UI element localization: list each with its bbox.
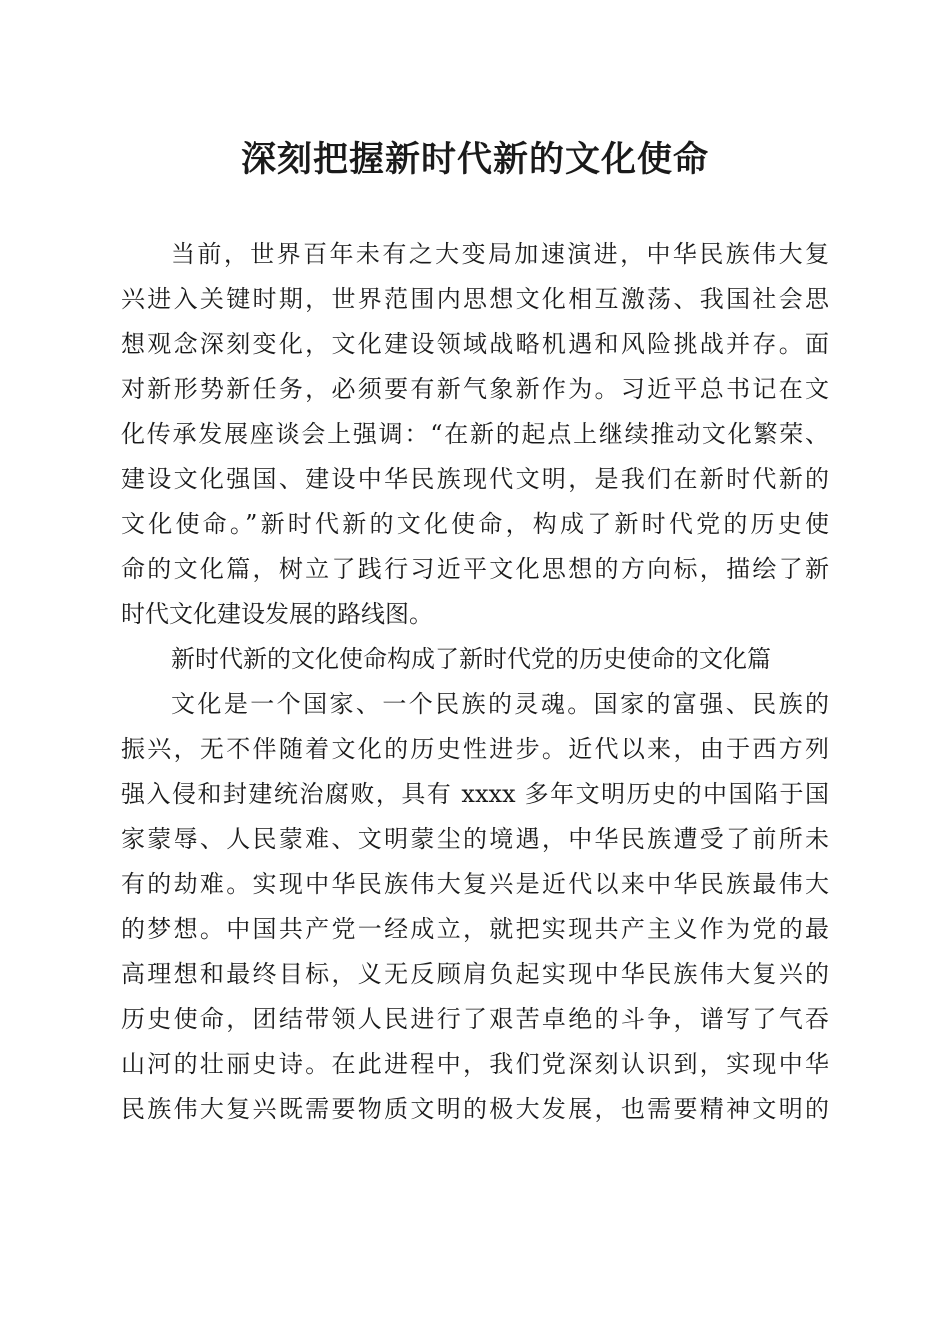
paragraph-line: 文化使命。”新时代新的文化使命，构成了新时代党的历史使	[121, 510, 829, 538]
paragraph-line: 兴进入关键时期，世界范围内思想文化相互激荡、我国社会思	[121, 285, 829, 313]
paragraph-line: 有的劫难。实现中华民族伟大复兴是近代以来中华民族最伟大	[121, 870, 829, 898]
paragraph-line: 高理想和最终目标，义无反顾肩负起实现中华民族伟大复兴的	[121, 960, 829, 988]
paragraph-line: 家蒙辱、人民蒙难、文明蒙尘的境遇，中华民族遭受了前所未	[121, 825, 829, 853]
paragraph-line: 命的文化篇，树立了践行习近平文化思想的方向标，描绘了新	[121, 555, 829, 583]
paragraph-line: 山河的壮丽史诗。在此进程中，我们党深刻认识到，实现中华	[121, 1050, 829, 1078]
paragraph-line: 强入侵和封建统治腐败，具有 xxxx 多年文明历史的中国陷于国	[121, 780, 829, 808]
paragraph-line: 历史使命，团结带领人民进行了艰苦卓绝的斗争，谱写了气吞	[121, 1005, 829, 1033]
paragraph-line: 化传承发展座谈会上强调：“在新的起点上继续推动文化繁荣、	[121, 420, 829, 448]
paragraph-line: 时代文化建设发展的路线图。	[121, 600, 433, 628]
paragraph-line: 当前，世界百年未有之大变局加速演进，中华民族伟大复	[171, 240, 829, 268]
paragraph-line: 振兴，无不伴随着文化的历史性进步。近代以来，由于西方列	[121, 735, 829, 763]
section-heading: 新时代新的文化使命构成了新时代党的历史使命的文化篇	[171, 645, 771, 673]
paragraph-line: 文化是一个国家、一个民族的灵魂。国家的富强、民族的	[171, 690, 829, 718]
paragraph-line: 建设文化强国、建设中华民族现代文明，是我们在新时代新的	[121, 465, 829, 493]
paragraph-line: 民族伟大复兴既需要物质文明的极大发展，也需要精神文明的	[121, 1095, 829, 1123]
paragraph-line: 对新形势新任务，必须要有新气象新作为。习近平总书记在文	[121, 375, 829, 403]
paragraph-line: 的梦想。中国共产党一经成立，就把实现共产主义作为党的最	[121, 915, 829, 943]
paragraph-line: 想观念深刻变化，文化建设领域战略机遇和风险挑战并存。面	[121, 330, 829, 358]
document-title: 深刻把握新时代新的文化使命	[240, 139, 709, 180]
